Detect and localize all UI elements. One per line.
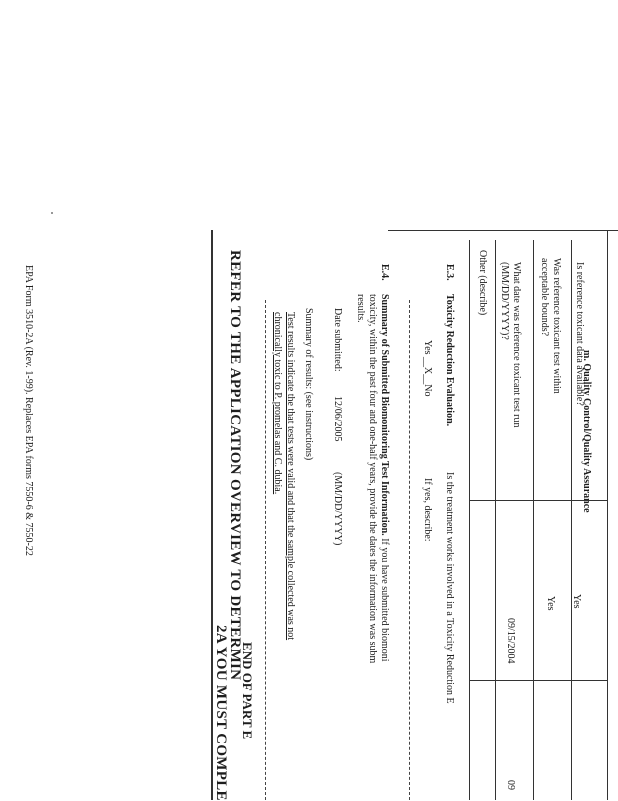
e3-title: Toxicity Reduction Evaluation. [444,294,455,427]
e3-label: E.3. [444,264,455,281]
row-divider-3 [495,240,496,800]
q-ref-toxicant-data: Is reference toxicant data available? [574,262,585,406]
q-ref-date-line2: (MM/DD/YYYY)? [499,262,510,340]
e3-if-yes: If yes, describe: [422,478,433,542]
refer-line2: 2A YOU MUST COMPLE [213,625,229,801]
e4-summary-line [265,300,266,800]
e4-result-line1: Test results indicate the that tests were valid and that the sample collected was not [285,312,296,641]
answer-ref-date: 09/15/2004 [505,618,516,664]
e4-result-line2: chronically toxic to P. promelas and C. dubia. [272,312,283,495]
refer-line1: REFER TO THE APPLICATION OVERVIEW TO DETERMIN [227,250,243,681]
answer-ref-date-col3: 09 [505,780,516,790]
table-top-border [607,230,608,800]
e4-heading-line1 [379,294,390,662]
e4-text-line3: results. [355,294,366,323]
e3-question: Is the treatment works involved in a Toxicity Reduction E [444,472,455,704]
e4-date-value: 12/06/2005 [332,396,343,442]
e4-summary-label: Summary of results: (see instructions) [303,308,314,461]
e4-text-line1: If you have submitted biomoni [379,538,390,662]
row-divider-1 [571,240,572,800]
answer-ref-toxicant-bounds: Yes [545,596,556,611]
end-of-part-e: END OF PART E [240,642,255,740]
footer-rule [211,230,213,800]
e4-date-label: Date submitted: [332,308,343,372]
other-describe: Other (describe) [477,250,488,316]
form-id: EPA Form 3510-2A (Rev. 1-99). Replaces EPA forms 7550-6 & 7550-22 [23,265,34,556]
table-left-border [388,230,618,231]
row-divider-4 [469,240,470,800]
q-ref-toxicant-bounds-line1: Was reference toxicant test within [551,258,562,394]
q-ref-date-line1: What date was reference toxicant test run [511,262,522,428]
col-divider-1 [470,500,608,501]
e4-date-format: (MM/DD/YYYY) [332,472,343,546]
col-divider-2 [470,680,608,681]
q-ref-toxicant-bounds-line2: acceptable bounds? [539,258,550,337]
e3-yes-no: Yes __X__No [422,340,433,397]
scan-speck [51,212,53,214]
e4-title: Summary of Submitted Biomonitoring Test Information. [379,294,390,536]
e4-text-line2: toxicity, within the past four and one-half years, provide the dates the information was subm [367,294,378,664]
section-m-heading: m. Quality Control/Quality Assurance [581,350,592,513]
answer-ref-toxicant-data: Yes [571,594,582,609]
e4-label: E.4. [379,264,390,281]
row-divider-2 [533,240,534,800]
e3-describe-line [409,300,410,800]
